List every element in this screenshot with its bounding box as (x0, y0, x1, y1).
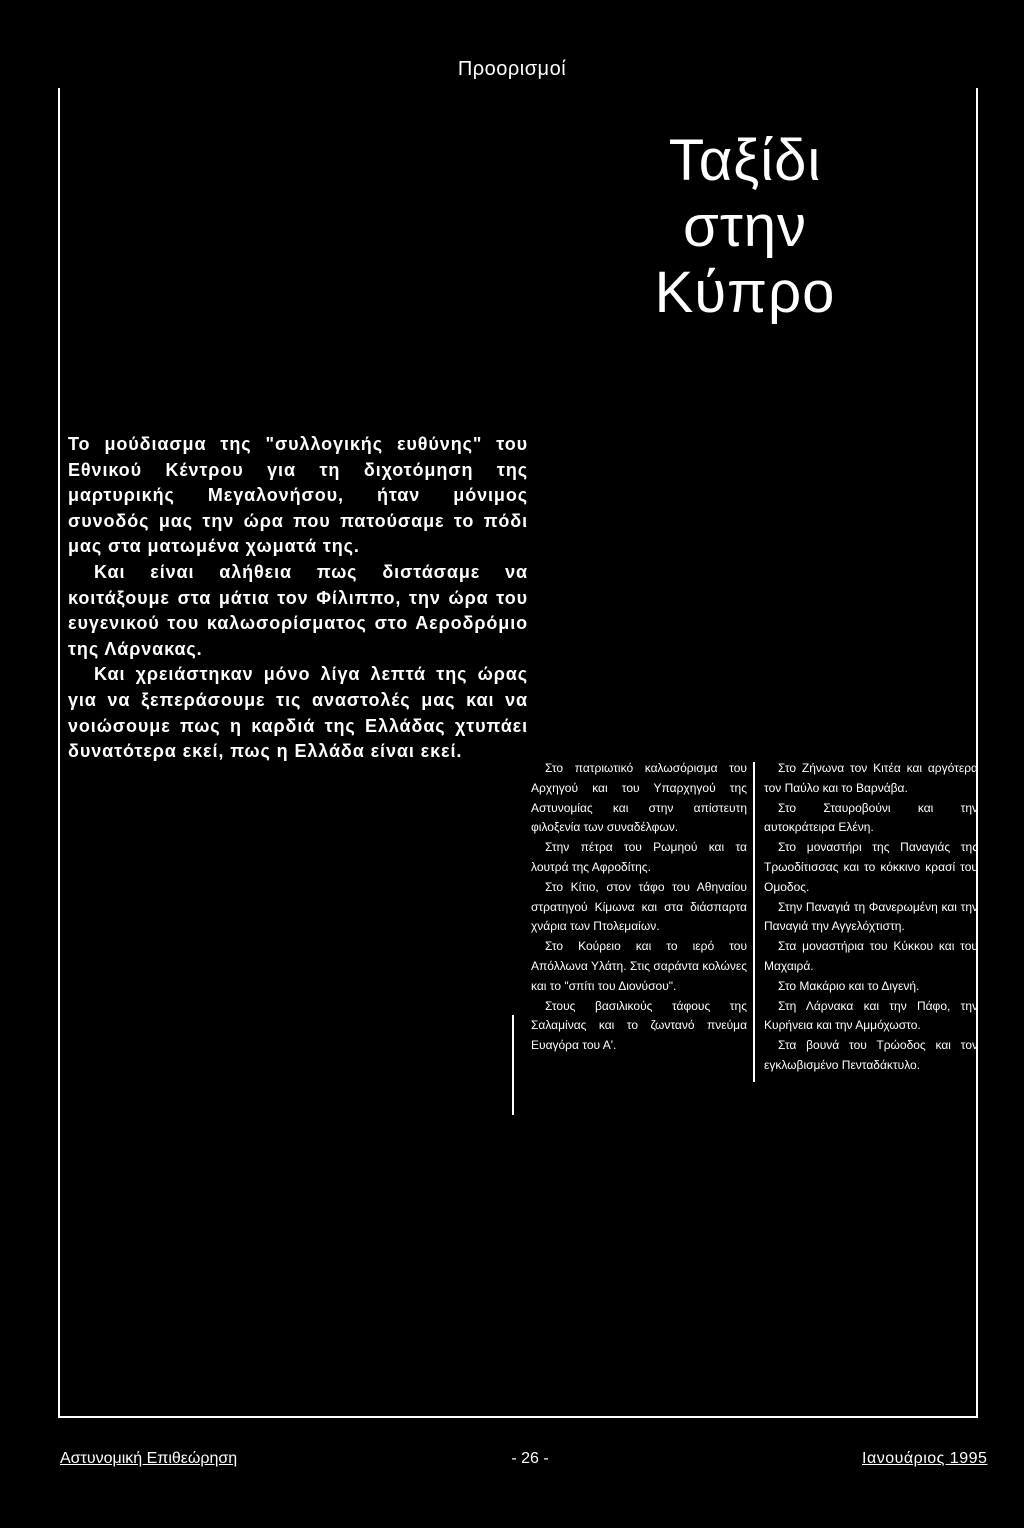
column-middle-paragraph: Στο Κούρειο και το ιερό του Απόλλωνα Υλάτη. Στις σαράντα κολώνες και το "σπίτι του Διονύσου". (531, 939, 747, 993)
intro-text (68, 432, 528, 765)
footer-magazine-name: Αστυνομική Επιθεώρηση (60, 1450, 238, 1467)
intro-paragraph-3: Και χρειάστηκαν μόνο λίγα λεπτά της ώρας για να ξεπεράσουμε τις αναστολές μας και να νοιώσουμε πως η καρδιά της Ελλάδας χτυπάει δυνατότερα εκεί, πως η Ελλάδα είναι εκεί. (68, 664, 528, 762)
column-right-paragraph: Στο Μακάριο και το Διγενή. (778, 978, 920, 993)
column-middle-paragraph: Στην πέτρα του Ρωμηού και τα λουτρά της Αφροδίτης. (531, 840, 747, 874)
article-title (620, 128, 870, 326)
frame-bottom-border (60, 1416, 976, 1418)
column-right-paragraph: Στο μοναστήρι της Παναγιάς της Τρωοδίτισσας και το κόκκινο κρασί του Ομοδος. (764, 840, 978, 894)
column-right-paragraph: Στη Λάρνακα και την Πάφο, την Κυρήνεια και την Αμμόχωστο. (764, 998, 978, 1033)
column-middle-paragraph: Στο πατριωτικό καλωσόρισμα του Αρχηγού και του Υπαρχηγού της Αστυνομίας και στην απίστευτη φιλοξενία των συναδέλφων. (531, 761, 747, 835)
column-right-paragraph: Στα βουνά του Τρώοδος και τον εγκλωβισμένο Πενταδάκτυλο. (764, 1038, 978, 1072)
column-divider-left (512, 1015, 514, 1115)
title-line-2: στην (683, 194, 807, 259)
footer-page-number: - 26 - (511, 1450, 549, 1467)
column-right (764, 759, 978, 1076)
column-middle-paragraph: Στο Κίτιο, στον τάφο του Αθηναίου στρατηγού Κίμωνα και στα διάσπαρτα χνάρια των Πτολεμαίων. (531, 879, 747, 934)
column-middle-paragraph: Στους βασιλικούς τάφους της Σαλαμίνας και το ζωντανό πνεύμα Ευαγόρα του Α'. (531, 998, 747, 1053)
column-right-paragraph: Στην Παναγιά τη Φανερωμένη και την Παναγιά την Αγγελόχτιστη. (764, 899, 978, 934)
intro-paragraph-1: Το μούδιασμα της "συλλογικής ευθύνης" του Εθνικού Κέντρου για τη διχοτόμηση της μαρτυρικής Μεγαλονήσου, ήταν μόνιμος συνοδός μας την ώρα που πατούσαμε το πόδι μας στα ματωμένα χωματά της. (68, 434, 528, 557)
footer-issue-date: Ιανουάριος 1995 (862, 1450, 988, 1467)
title-line-1: Ταξίδι (668, 128, 822, 193)
column-divider-right (753, 762, 755, 1082)
frame-left-border (58, 88, 60, 1418)
frame-right-border (976, 88, 978, 1418)
intro-paragraph-2: Και είναι αλήθεια πως διστάσαμε να κοιτάξουμε στα μάτια τον Φίλιππο, την ώρα του ευγενικού του καλωσορίσματος στο Αεροδρόμιο της Λάρνακας. (68, 561, 528, 659)
section-label: Προορισμοί (457, 58, 567, 80)
column-right-paragraph: Στο Σταυροβούνι και την αυτοκράτειρα Ελένη. (764, 800, 978, 835)
title-line-3: Κύπρο (654, 260, 836, 325)
column-middle (531, 759, 747, 1056)
column-right-paragraph: Στο Ζήνωνα τον Κιτέα και αργότερα τον Παύλο και το Βαρνάβα. (764, 761, 978, 795)
column-right-paragraph: Στα μοναστήρια του Κύκκου και του Μαχαιρά. (764, 939, 978, 973)
